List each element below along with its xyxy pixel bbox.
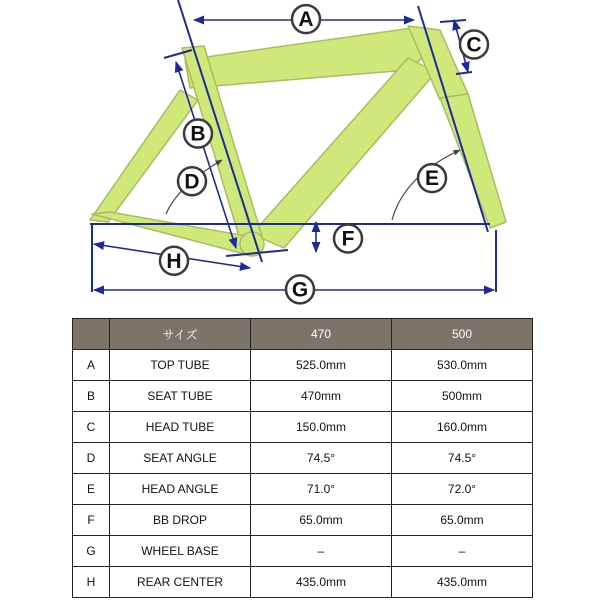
header-500: 500 xyxy=(392,319,533,350)
head-top-tick xyxy=(440,20,466,22)
row-key: F xyxy=(73,505,110,536)
row-key: D xyxy=(73,443,110,474)
row-name: HEAD ANGLE xyxy=(110,474,251,505)
row-name: BB DROP xyxy=(110,505,251,536)
table-row xyxy=(73,536,533,567)
dimension-label-f xyxy=(334,225,362,253)
table-row xyxy=(73,350,533,381)
dimension-label-a xyxy=(292,5,320,33)
row-value-470: 470mm xyxy=(251,381,392,412)
row-value-470: 150.0mm xyxy=(251,412,392,443)
row-value-470: 435.0mm xyxy=(251,567,392,598)
row-value-500: – xyxy=(392,536,533,567)
dimension-label-b xyxy=(184,120,212,148)
row-value-500: 435.0mm xyxy=(392,567,533,598)
row-name: SEAT ANGLE xyxy=(110,443,251,474)
row-value-500: 500mm xyxy=(392,381,533,412)
table-row xyxy=(73,381,533,412)
row-key: G xyxy=(73,536,110,567)
label-letter: B xyxy=(190,122,206,146)
row-value-470: 71.0° xyxy=(251,474,392,505)
header-470: 470 xyxy=(251,319,392,350)
row-name: REAR CENTER xyxy=(110,567,251,598)
label-letter: G xyxy=(291,278,309,302)
row-value-470: 65.0mm xyxy=(251,505,392,536)
table-row xyxy=(73,505,533,536)
label-letter: H xyxy=(166,249,182,273)
label-letter: E xyxy=(424,167,440,191)
dimension-label-h xyxy=(160,247,188,275)
header-size: サイズ xyxy=(110,319,251,350)
row-name: SEAT TUBE xyxy=(110,381,251,412)
row-value-500: 74.5° xyxy=(392,443,533,474)
row-key: B xyxy=(73,381,110,412)
fork xyxy=(440,94,506,228)
row-key: H xyxy=(73,567,110,598)
row-name: WHEEL BASE xyxy=(110,536,251,567)
bicycle-frame xyxy=(90,26,506,256)
table-header-row xyxy=(73,319,533,350)
row-key: E xyxy=(73,474,110,505)
row-name: HEAD TUBE xyxy=(110,412,251,443)
label-letter: D xyxy=(184,170,200,194)
table-row xyxy=(73,567,533,598)
dimension-label-g xyxy=(286,275,314,303)
row-name: TOP TUBE xyxy=(110,350,251,381)
down-tube xyxy=(252,58,436,248)
row-value-470: – xyxy=(251,536,392,567)
label-letter: F xyxy=(341,227,355,251)
dimension-label-d xyxy=(178,167,206,195)
dimension-label-e xyxy=(418,164,446,192)
row-value-500: 72.0° xyxy=(392,474,533,505)
label-letter: A xyxy=(298,8,314,32)
geometry-table xyxy=(72,318,533,598)
row-value-500: 65.0mm xyxy=(392,505,533,536)
table-row xyxy=(73,474,533,505)
row-value-470: 525.0mm xyxy=(251,350,392,381)
row-key: A xyxy=(73,350,110,381)
header-key xyxy=(73,319,110,350)
dimension-label-c xyxy=(460,31,488,59)
table-row xyxy=(73,443,533,474)
seat-stay xyxy=(90,90,198,222)
row-value-470: 74.5° xyxy=(251,443,392,474)
label-letter: C xyxy=(466,33,482,57)
row-value-500: 160.0mm xyxy=(392,412,533,443)
row-value-500: 530.0mm xyxy=(392,350,533,381)
table-row xyxy=(73,412,533,443)
row-key: C xyxy=(73,412,110,443)
